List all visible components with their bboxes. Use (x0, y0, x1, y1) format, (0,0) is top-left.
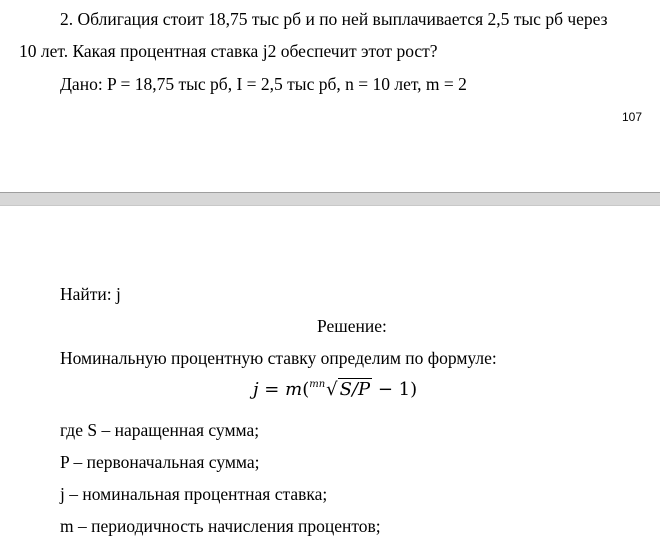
definition-s: где S – наращенная сумма; (60, 420, 260, 440)
page-break (0, 192, 660, 206)
formula-close-paren: ) (410, 379, 418, 400)
solution-heading: Решение: (317, 316, 387, 336)
nominal-rate-formula (253, 376, 417, 407)
definition-j: j – номинальная процентная ставка; (60, 484, 328, 504)
find-line: Найти: j (60, 284, 121, 304)
page-number: 107 (621, 110, 642, 124)
formula-minus-one: − 1 (372, 379, 411, 400)
formula-root-index: mn (309, 379, 326, 390)
formula-radicand: S/P (339, 379, 371, 400)
definition-m: m – периодичность начисления процентов; (60, 516, 381, 536)
formula-intro: Номинальную процентную ставку определим по формуле: (60, 348, 497, 368)
problem-line-1: 2. Облигация стоит 18,75 тыс рб и по ней выплачивается 2,5 тыс рб через (60, 9, 608, 29)
problem-line-2: 10 лет. Какая процентная ставка j2 обеспечит этот рост? (19, 41, 438, 61)
formula-open-paren: ( (302, 379, 310, 400)
given-line: Дано: P = 18,75 тыс рб, I = 2,5 тыс рб, n = 10 лет, m = 2 (60, 74, 467, 94)
definition-p: P – первоначальная сумма; (60, 452, 260, 472)
formula-lhs: j = m (253, 379, 303, 400)
page-top (0, 0, 660, 192)
radical-sign: √ (326, 379, 338, 400)
